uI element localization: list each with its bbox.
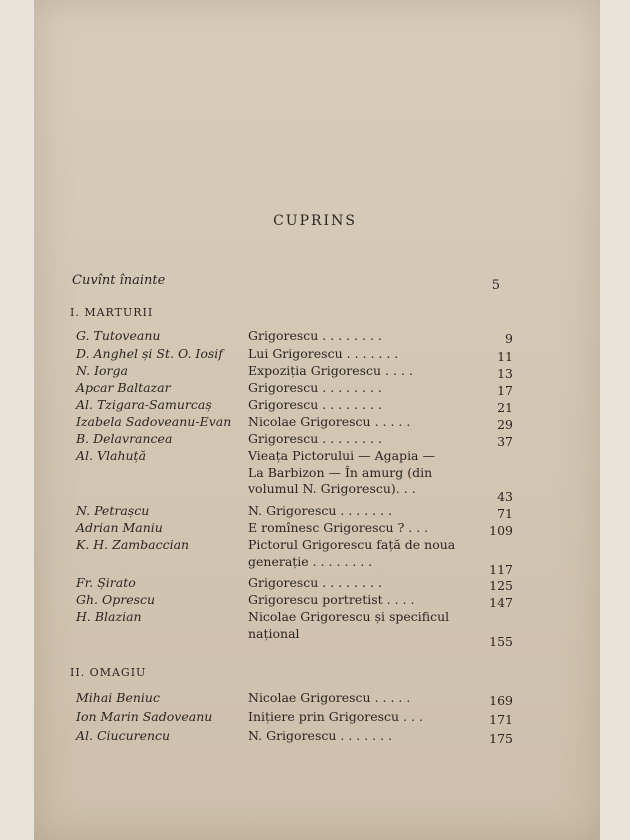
section-heading-omagiu: II. OMAGIU — [70, 666, 147, 679]
intro-page-number: 5 — [491, 278, 500, 293]
intro-label: Cuvînt înainte — [72, 273, 166, 288]
entry-title-line: Nicolae Grigorescu . . . . . — [248, 414, 411, 429]
entry-title-line: național — [248, 625, 300, 641]
entry-page-number: 11 — [497, 349, 513, 364]
entry-title-line: generație . . . . . . . . — [248, 553, 373, 569]
entry-author: N. Iorga — [76, 363, 128, 378]
entry-page-number: 17 — [497, 383, 513, 398]
entry-author: B. Delavrancea — [76, 431, 173, 446]
entry-title-line: Inițiere prin Grigorescu . . . — [248, 709, 423, 724]
entry-title-line: Pictorul Grigorescu față de noua — [248, 537, 456, 552]
page-title: CUPRINS — [273, 213, 357, 229]
entry-author: K. H. Zambaccian — [76, 537, 190, 552]
entry-page-number: 9 — [505, 331, 513, 346]
entry-author: G. Tutoveanu — [76, 328, 161, 343]
entry-title-line: E romînesc Grigorescu ? . . . — [248, 520, 429, 535]
entry-page-number: 37 — [497, 434, 513, 449]
entry-author: Al. Vlahuță — [76, 448, 147, 463]
entry-title-line: La Barbizon — În amurg (din — [248, 464, 433, 480]
entry-author: Gh. Oprescu — [76, 592, 156, 607]
entry-page-number: 175 — [489, 731, 513, 746]
entry-author: H. Blazian — [76, 609, 142, 624]
entry-page-number: 109 — [489, 523, 513, 538]
entry-page-number: 29 — [497, 417, 513, 432]
entry-title-line: Nicolae Grigorescu și specificul — [248, 609, 450, 624]
entry-author: Fr. Șirato — [76, 575, 136, 590]
entry-author: D. Anghel și St. O. Iosif — [76, 346, 223, 361]
entry-page-number: 13 — [497, 366, 513, 381]
entry-page-number: 147 — [489, 595, 513, 610]
entry-title-line: Expoziția Grigorescu . . . . — [248, 363, 413, 378]
entry-page-number: 169 — [489, 693, 513, 708]
entry-title-line: Grigorescu . . . . . . . . — [248, 397, 382, 412]
entry-author: Ion Marin Sadoveanu — [76, 709, 213, 724]
entry-page-number: 117 — [489, 561, 513, 577]
entry-author: Apcar Baltazar — [76, 380, 171, 395]
entry-page-number: 155 — [489, 633, 513, 649]
entry-title-line: Grigorescu portretist . . . . — [248, 592, 415, 607]
entry-page-number: 125 — [489, 578, 513, 593]
entry-title-line: Vieața Pictorului — Agapia — — [248, 448, 435, 463]
entry-page-number: 21 — [497, 400, 513, 415]
entry-title-line: Nicolae Grigorescu . . . . . — [248, 690, 411, 705]
entry-page-number: 43 — [497, 489, 513, 505]
entry-page-number: 71 — [497, 506, 513, 521]
entry-title-line: Grigorescu . . . . . . . . — [248, 431, 382, 446]
entry-title-line: Grigorescu . . . . . . . . — [248, 328, 382, 343]
entry-title-line: volumul N. Grigorescu). . . — [248, 481, 416, 497]
entry-title-line: N. Grigorescu . . . . . . . — [248, 503, 393, 518]
section-heading-marturii: I. MARTURII — [70, 306, 154, 319]
entry-author: Izabela Sadoveanu-Evan — [76, 414, 232, 429]
entry-title-line: Lui Grigorescu . . . . . . . — [248, 346, 399, 361]
entry-author: Mihai Beniuc — [76, 690, 160, 705]
entry-page-number: 171 — [489, 712, 513, 727]
entry-title-line: Grigorescu . . . . . . . . — [248, 575, 382, 590]
entry-author: N. Petrașcu — [76, 503, 150, 518]
entry-title-line: N. Grigorescu . . . . . . . — [248, 728, 393, 743]
entry-author: Al. Ciucurencu — [76, 728, 171, 743]
entry-author: Al. Tzigara-Samurcaș — [76, 397, 212, 412]
entry-title-line: Grigorescu . . . . . . . . — [248, 380, 382, 395]
entry-author: Adrian Maniu — [76, 520, 163, 535]
